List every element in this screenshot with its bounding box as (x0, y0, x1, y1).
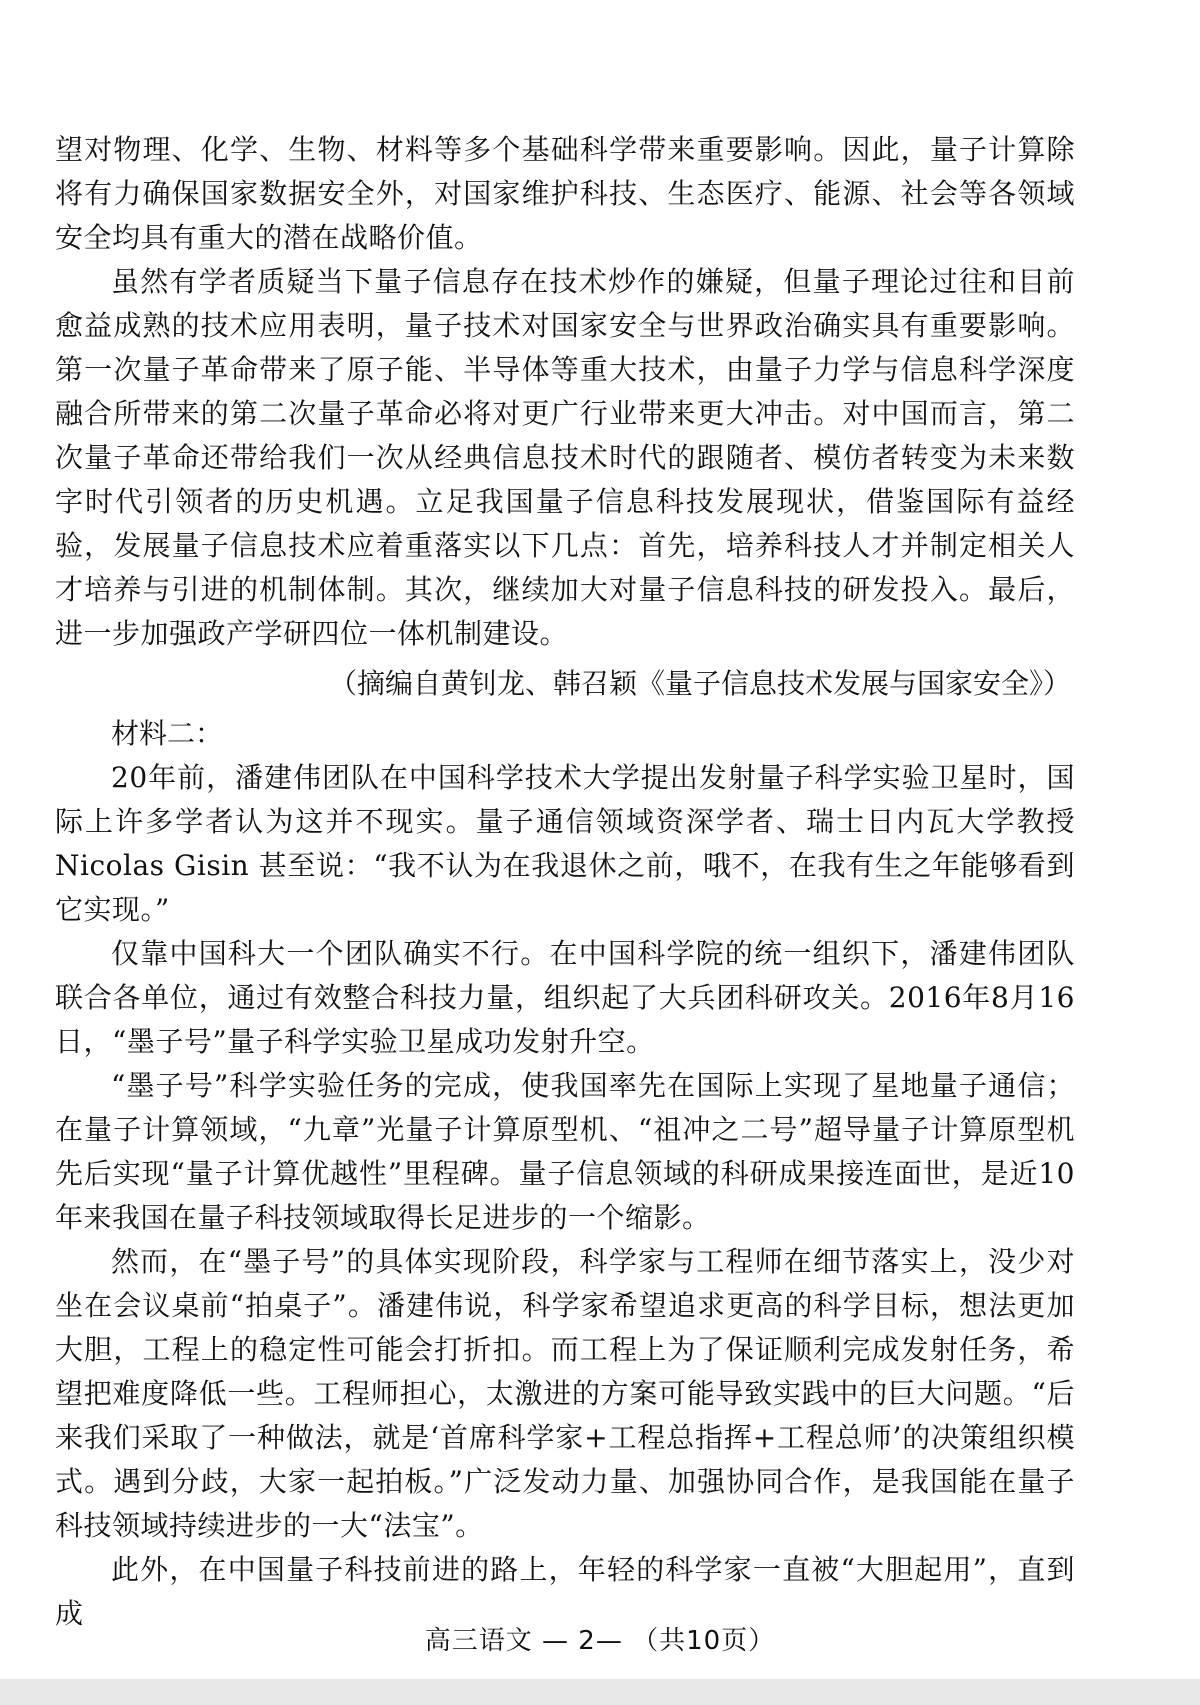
paragraph-young-scientists: 此外，在中国量子科技前进的路上，年轻的科学家一直被“大胆起用”，直到成 (55, 1553, 1075, 1630)
paragraph-decision-model: 然而，在“墨子号”的具体实现阶段，科学家与工程师在细节落实上，没少对坐在会议桌前“拍桌子”。潘建伟说，科学家希望追求更高的科学目标，想法更加大胆，工程上的稳定性可能会打折扣。而工程上为了保证顺利完成发射任务，希望把难度降低一些。工程师担心，太激进的方案可能导致实践中的巨大问题。“后来我们采取了一种做法，就是‘首席科学家+工程总指挥+工程总师’的决策组织模式。遇到分歧，大家一起拍板。”广泛发动力量、加强协同合作，是我国能在量子科技领域持续进步的一大“法宝”。 (55, 1245, 1075, 1542)
paragraph-team-collaboration: 仅靠中国科大一个团队确实不行。在中国科学院的统一组织下，潘建伟团队联合各单位，通过有效整合科技力量，组织起了大兵团科研攻关。2016年8月16日，“墨子号”量子科学实验卫星成功发射升空。 (55, 937, 1075, 1058)
scan-edge-shadow (0, 1679, 1200, 1705)
section-heading-material-two: 材料二： (111, 717, 224, 750)
paragraph-continued: 望对物理、化学、生物、材料等多个基础科学带来重要影响。因此，量子计算除将有力确保国家数据安全外，对国家维护科技、生态医疗、能源、社会等各领域安全均具有重大的潜在战略价值。 (55, 133, 1075, 254)
paragraph-achievements: “墨子号”科学实验任务的完成，使我国率先在国际上实现了星地量子通信；在量子计算领域，“九章”光量子计算原型机、“祖冲之二号”超导量子计算原型机先后实现“量子计算优越性”里程碑。量子信息领域的科研成果接连面世，是近10年来我国在量子科技领域取得长足进步的一个缩影。 (55, 1069, 1075, 1234)
source-citation: （摘编自黄钊龙、韩召颖《量子信息技术发展与国家安全》） (328, 667, 1071, 700)
document-body (55, 128, 1075, 1636)
paragraph-mozi-proposal: 20年前，潘建伟团队在中国科学技术大学提出发射量子科学实验卫星时，国际上许多学者认为这并不现实。量子通信领域资深学者、瑞士日内瓦大学教授 Nicolas Gisin 甚至说：“我不认为在我退休之前，哦不，在我有生之年能够看到它实现。” (55, 761, 1075, 926)
page-footer: 高三语文 — 2— （共10页） (424, 1626, 776, 1656)
paragraph-quantum-revolution: 虽然有学者质疑当下量子信息存在技术炒作的嫌疑，但量子理论过往和目前愈益成熟的技术应用表明，量子技术对国家安全与世界政治确实具有重要影响。第一次量子革命带来了原子能、半导体等重大技术，由量子力学与信息科学深度融合所带来的第二次量子革命必将对更广行业带来更大冲击。对中国而言，第二次量子革命还带给我们一次从经典信息技术时代的跟随者、模仿者转变为未来数字时代引领者的历史机遇。立足我国量子信息科技发展现状，借鉴国际有益经验，发展量子信息技术应着重落实以下几点：首先，培养科技人才并制定相关人才培养与引进的机制体制。其次，继续加大对量子信息科技的研发投入。最后，进一步加强政产学研四位一体机制建设。 (55, 265, 1075, 650)
